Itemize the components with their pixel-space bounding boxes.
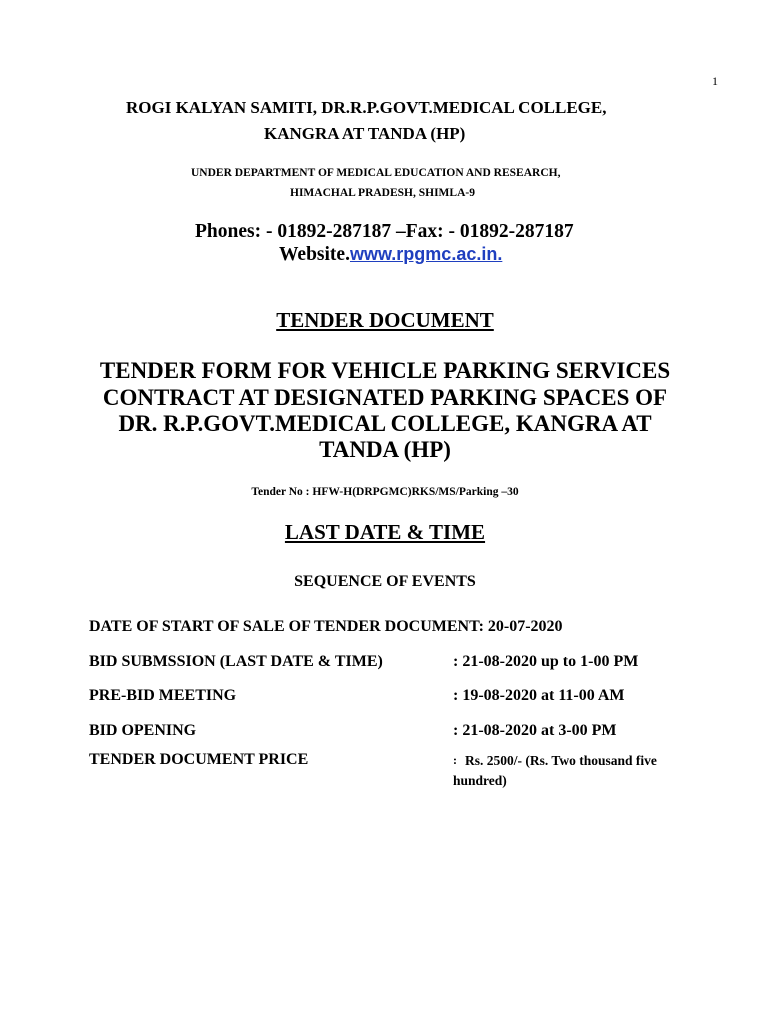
price-value-line2: hundred) [453, 773, 507, 788]
last-date-heading: LAST DATE & TIME [284, 520, 486, 544]
tender-form-title-line3: DR. R.P.GOVT.MEDICAL COLLEGE, KANGRA AT [118, 411, 652, 436]
website-link[interactable]: www.rpgmc.ac.in. [349, 244, 503, 264]
website-label: Website. [279, 244, 350, 265]
event-value: : 21-08-2020 up to 1-00 PM [453, 653, 639, 670]
event-label: BID SUBMSSION (LAST DATE & TIME) [89, 653, 383, 670]
start-of-sale: DATE OF START OF SALE OF TENDER DOCUMENT: 20-07-2020 [89, 618, 563, 635]
institution-name-line2: KANGRA AT TANDA (HP) [264, 124, 466, 143]
event-value: : 19-08-2020 at 11-00 AM [453, 687, 625, 704]
sequence-heading: SEQUENCE OF EVENTS [294, 573, 476, 590]
institution-name-line1: ROGI KALYAN SAMITI, DR.R.P.GOVT.MEDICAL COLLEGE, [126, 98, 607, 117]
tender-form-title-line4: TANDA (HP) [319, 437, 451, 462]
page-number: 1 [712, 74, 718, 88]
event-value: : 21-08-2020 at 3-00 PM [453, 722, 617, 739]
tender-form-title-line2: CONTRACT AT DESIGNATED PARKING SPACES OF [102, 385, 668, 410]
department-line2: HIMACHAL PRADESH, SHIMLA-9 [290, 187, 475, 199]
phones-fax: Phones: - 01892-287187 –Fax: - 01892-287187 [195, 221, 574, 242]
department-line1: UNDER DEPARTMENT OF MEDICAL EDUCATION AND RESEARCH, [191, 167, 561, 179]
price-label: TENDER DOCUMENT PRICE [89, 751, 309, 768]
event-label: PRE-BID MEETING [89, 687, 237, 704]
event-label: BID OPENING [89, 722, 197, 739]
tender-form-title-line1: TENDER FORM FOR VEHICLE PARKING SERVICES [99, 358, 671, 383]
website-line [279, 244, 502, 266]
price-value-line1: Rs. 2500/- (Rs. Two thousand five [465, 753, 657, 768]
document-title: TENDER DOCUMENT [276, 308, 494, 332]
price-colon: : [453, 753, 457, 767]
tender-number: Tender No : HFW-H(DRPGMC)RKS/MS/Parking –30 [251, 486, 519, 498]
